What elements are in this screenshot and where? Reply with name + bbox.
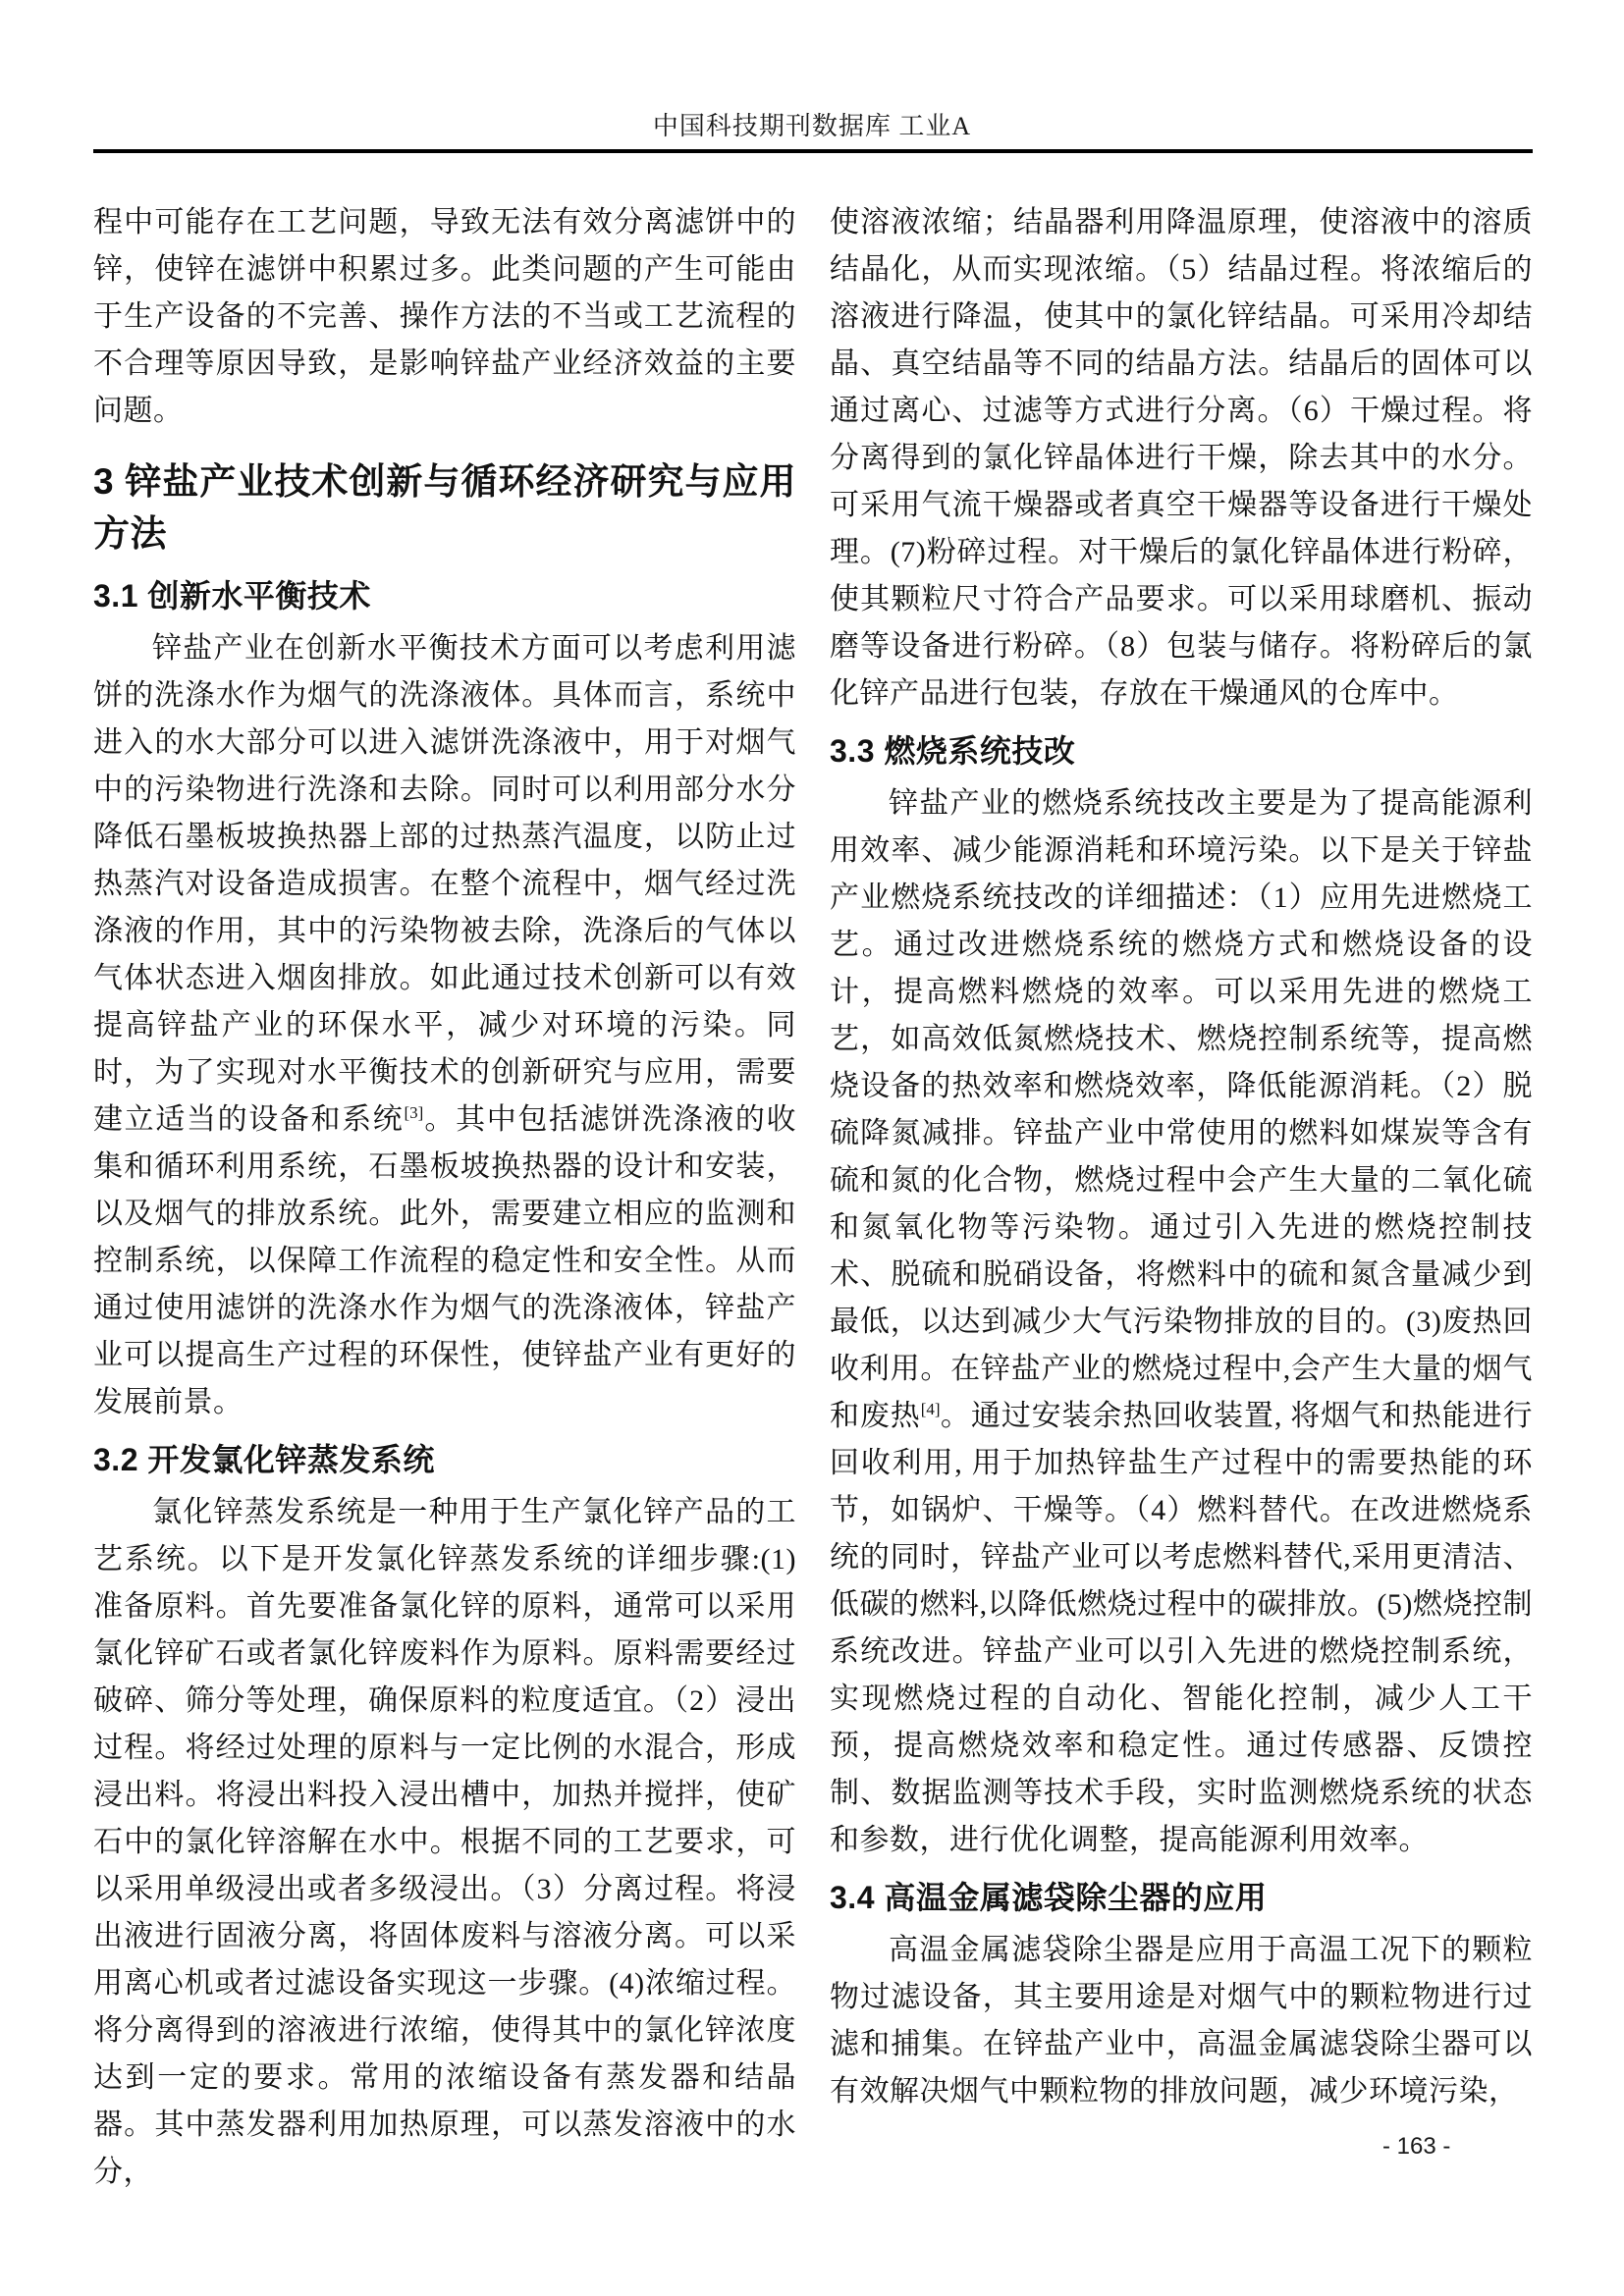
page-number: - 163 - — [1382, 2133, 1451, 2160]
section-3-4-heading: 3.4 高温金属滤袋除尘器的应用 — [830, 1880, 1268, 1915]
citation-4: [4] — [920, 1400, 941, 1418]
left-column — [93, 199, 796, 2196]
section-3-1-text-post: 。其中包括滤饼洗涤液的收集和循环利用系统，石墨板坡换热器的设计和安装，以及烟气的排放系统。此外，需要建立相应的监测和控制系统，以保障工作流程的稳定性和安全性。从而通过使用滤饼的洗涤水作为烟气的洗涤液体，锌盐产业可以提高生产过程的环保性，使锌盐产业有更好的发展前景。 — [93, 1103, 797, 1418]
section-3-4-paragraph: 高温金属滤袋除尘器是应用于高温工况下的颗粒物过滤设备，其主要用途是对烟气中的颗粒物进行过滤和捕集。在锌盐产业中，高温金属滤袋除尘器可以有效解决烟气中颗粒物的排放问题，减少环境污染， — [830, 1934, 1533, 2108]
header-rule — [93, 149, 1533, 153]
section-3-3-text-pre: 锌盐产业的燃烧系统技改主要是为了提高能源利用效率、减少能源消耗和环境污染。以下是关于锌盐产业燃烧系统技改的详细描述：（1）应用先进燃烧工艺。通过改进燃烧系统的燃烧方式和燃烧设备的设计，提高燃料燃烧的效率。可以采用先进的燃烧工艺，如高效低氮燃烧技术、燃烧控制系统等，提高燃烧设备的热效率和燃烧效率，降低能源消耗。（2）脱硫降氮减排。锌盐产业中常使用的燃料如煤炭等含有硫和氮的化合物，燃烧过程中会产生大量的二氧化硫和氮氧化物等污染物。通过引入先进的燃烧控制技术、脱硫和脱硝设备，将燃料中的硫和氮含量减少到最低，以达到减少大气污染物排放的目的。(3)废热回收利用。在锌盐产业的燃烧过程中,会产生大量的烟气和废热 — [830, 787, 1533, 1432]
section-3-2-heading: 3.2 开发氯化锌蒸发系统 — [93, 1442, 435, 1477]
page-header: 中国科技期刊数据库 工业A — [652, 112, 972, 140]
section-3-2-continuation-paragraph: 使溶液浓缩；结晶器利用降温原理，使溶液中的溶质结晶化，从而实现浓缩。（5）结晶过程。将浓缩后的溶液进行降温，使其中的氯化锌结晶。可采用冷却结晶、真空结晶等不同的结晶方法。结晶后的固体可以通过离心、过滤等方式进行分离。（6）干燥过程。将分离得到的氯化锌晶体进行干燥，除去其中的水分。可采用气流干燥器或者真空干燥器等设备进行干燥处理。(7)粉碎过程。对干燥后的氯化锌晶体进行粉碎，使其颗粒尺寸符合产品要求。可以采用球磨机、振动磨等设备进行粉碎。（8）包装与储存。将粉碎后的氯化锌产品进行包装，存放在干燥通风的仓库中。 — [830, 206, 1533, 710]
right-column — [830, 199, 1533, 2115]
section-3-3-paragraph — [830, 780, 1533, 1864]
section-3-1-heading: 3.1 创新水平衡技术 — [93, 578, 371, 614]
intro-continuation-paragraph: 程中可能存在工艺问题，导致无法有效分离滤饼中的锌，使锌在滤饼中积累过多。此类问题的产生可能由于生产设备的不完善、操作方法的不当或工艺流程的不合理等原因导致，是影响锌盐产业经济效益的主要问题。 — [93, 206, 796, 427]
section-3-3-text-post: 。通过安装余热回收装置, 将烟气和热能进行回收利用, 用于加热锌盐生产过程中的需要热能的环节，如锅炉、干燥等。（4）燃料替代。在改进燃烧系统的同时，锌盐产业可以考虑燃料替代,采用更清洁、低碳的燃料,以降低燃烧过程中的碳排放。(5)燃烧控制系统改进。锌盐产业可以引入先进的燃烧控制系统，实现燃烧过程的自动化、智能化控制，减少人工干预，提高燃烧效率和稳定性。通过传感器、反馈控制、数据监测等技术手段，实时监测燃烧系统的状态和参数，进行优化调整，提高能源利用效率。 — [830, 1400, 1534, 1856]
section-3-1-text-pre: 锌盐产业在创新水平衡技术方面可以考虑利用滤饼的洗涤水作为烟气的洗涤液体。具体而言，系统中进入的水大部分可以进入滤饼洗涤液中，用于对烟气中的污染物进行洗涤和去除。同时可以利用部分水分降低石墨板坡换热器上部的过热蒸汽温度，以防止过热蒸汽对设备造成损害。在整个流程中，烟气经过洗涤液的作用，其中的污染物被去除，洗涤后的气体以气体状态进入烟囱排放。如此通过技术创新可以有效提高锌盐产业的环保水平，减少对环境的污染。同时，为了实现对水平衡技术的创新研究与应用，需要建立适当的设备和系统 — [93, 632, 796, 1136]
section-3-heading: 3 锌盐产业技术创新与循环经济研究与应用方法 — [93, 461, 796, 554]
citation-3: [3] — [404, 1103, 424, 1122]
section-3-1-paragraph — [93, 625, 796, 1426]
section-3-2-paragraph: 氯化锌蒸发系统是一种用于生产氯化锌产品的工艺系统。以下是开发氯化锌蒸发系统的详细步骤:(1)准备原料。首先要准备氯化锌的原料，通常可以采用氯化锌矿石或者氯化锌废料作为原料。原料需要经过破碎、筛分等处理，确保原料的粒度适宜。（2）浸出过程。将经过处理的原料与一定比例的水混合，形成浸出料。将浸出料投入浸出槽中，加热并搅拌，使矿石中的氯化锌溶解在水中。根据不同的工艺要求，可以采用单级浸出或者多级浸出。（3）分离过程。将浸出液进行固液分离，将固体废料与溶液分离。可以采用离心机或者过滤设备实现这一步骤。(4)浓缩过程。将分离得到的溶液进行浓缩，使得其中的氯化锌浓度达到一定的要求。常用的浓缩设备有蒸发器和结晶器。其中蒸发器利用加热原理，可以蒸发溶液中的水分， — [93, 1496, 796, 2188]
section-3-3-heading: 3.3 燃烧系统技改 — [830, 733, 1076, 769]
